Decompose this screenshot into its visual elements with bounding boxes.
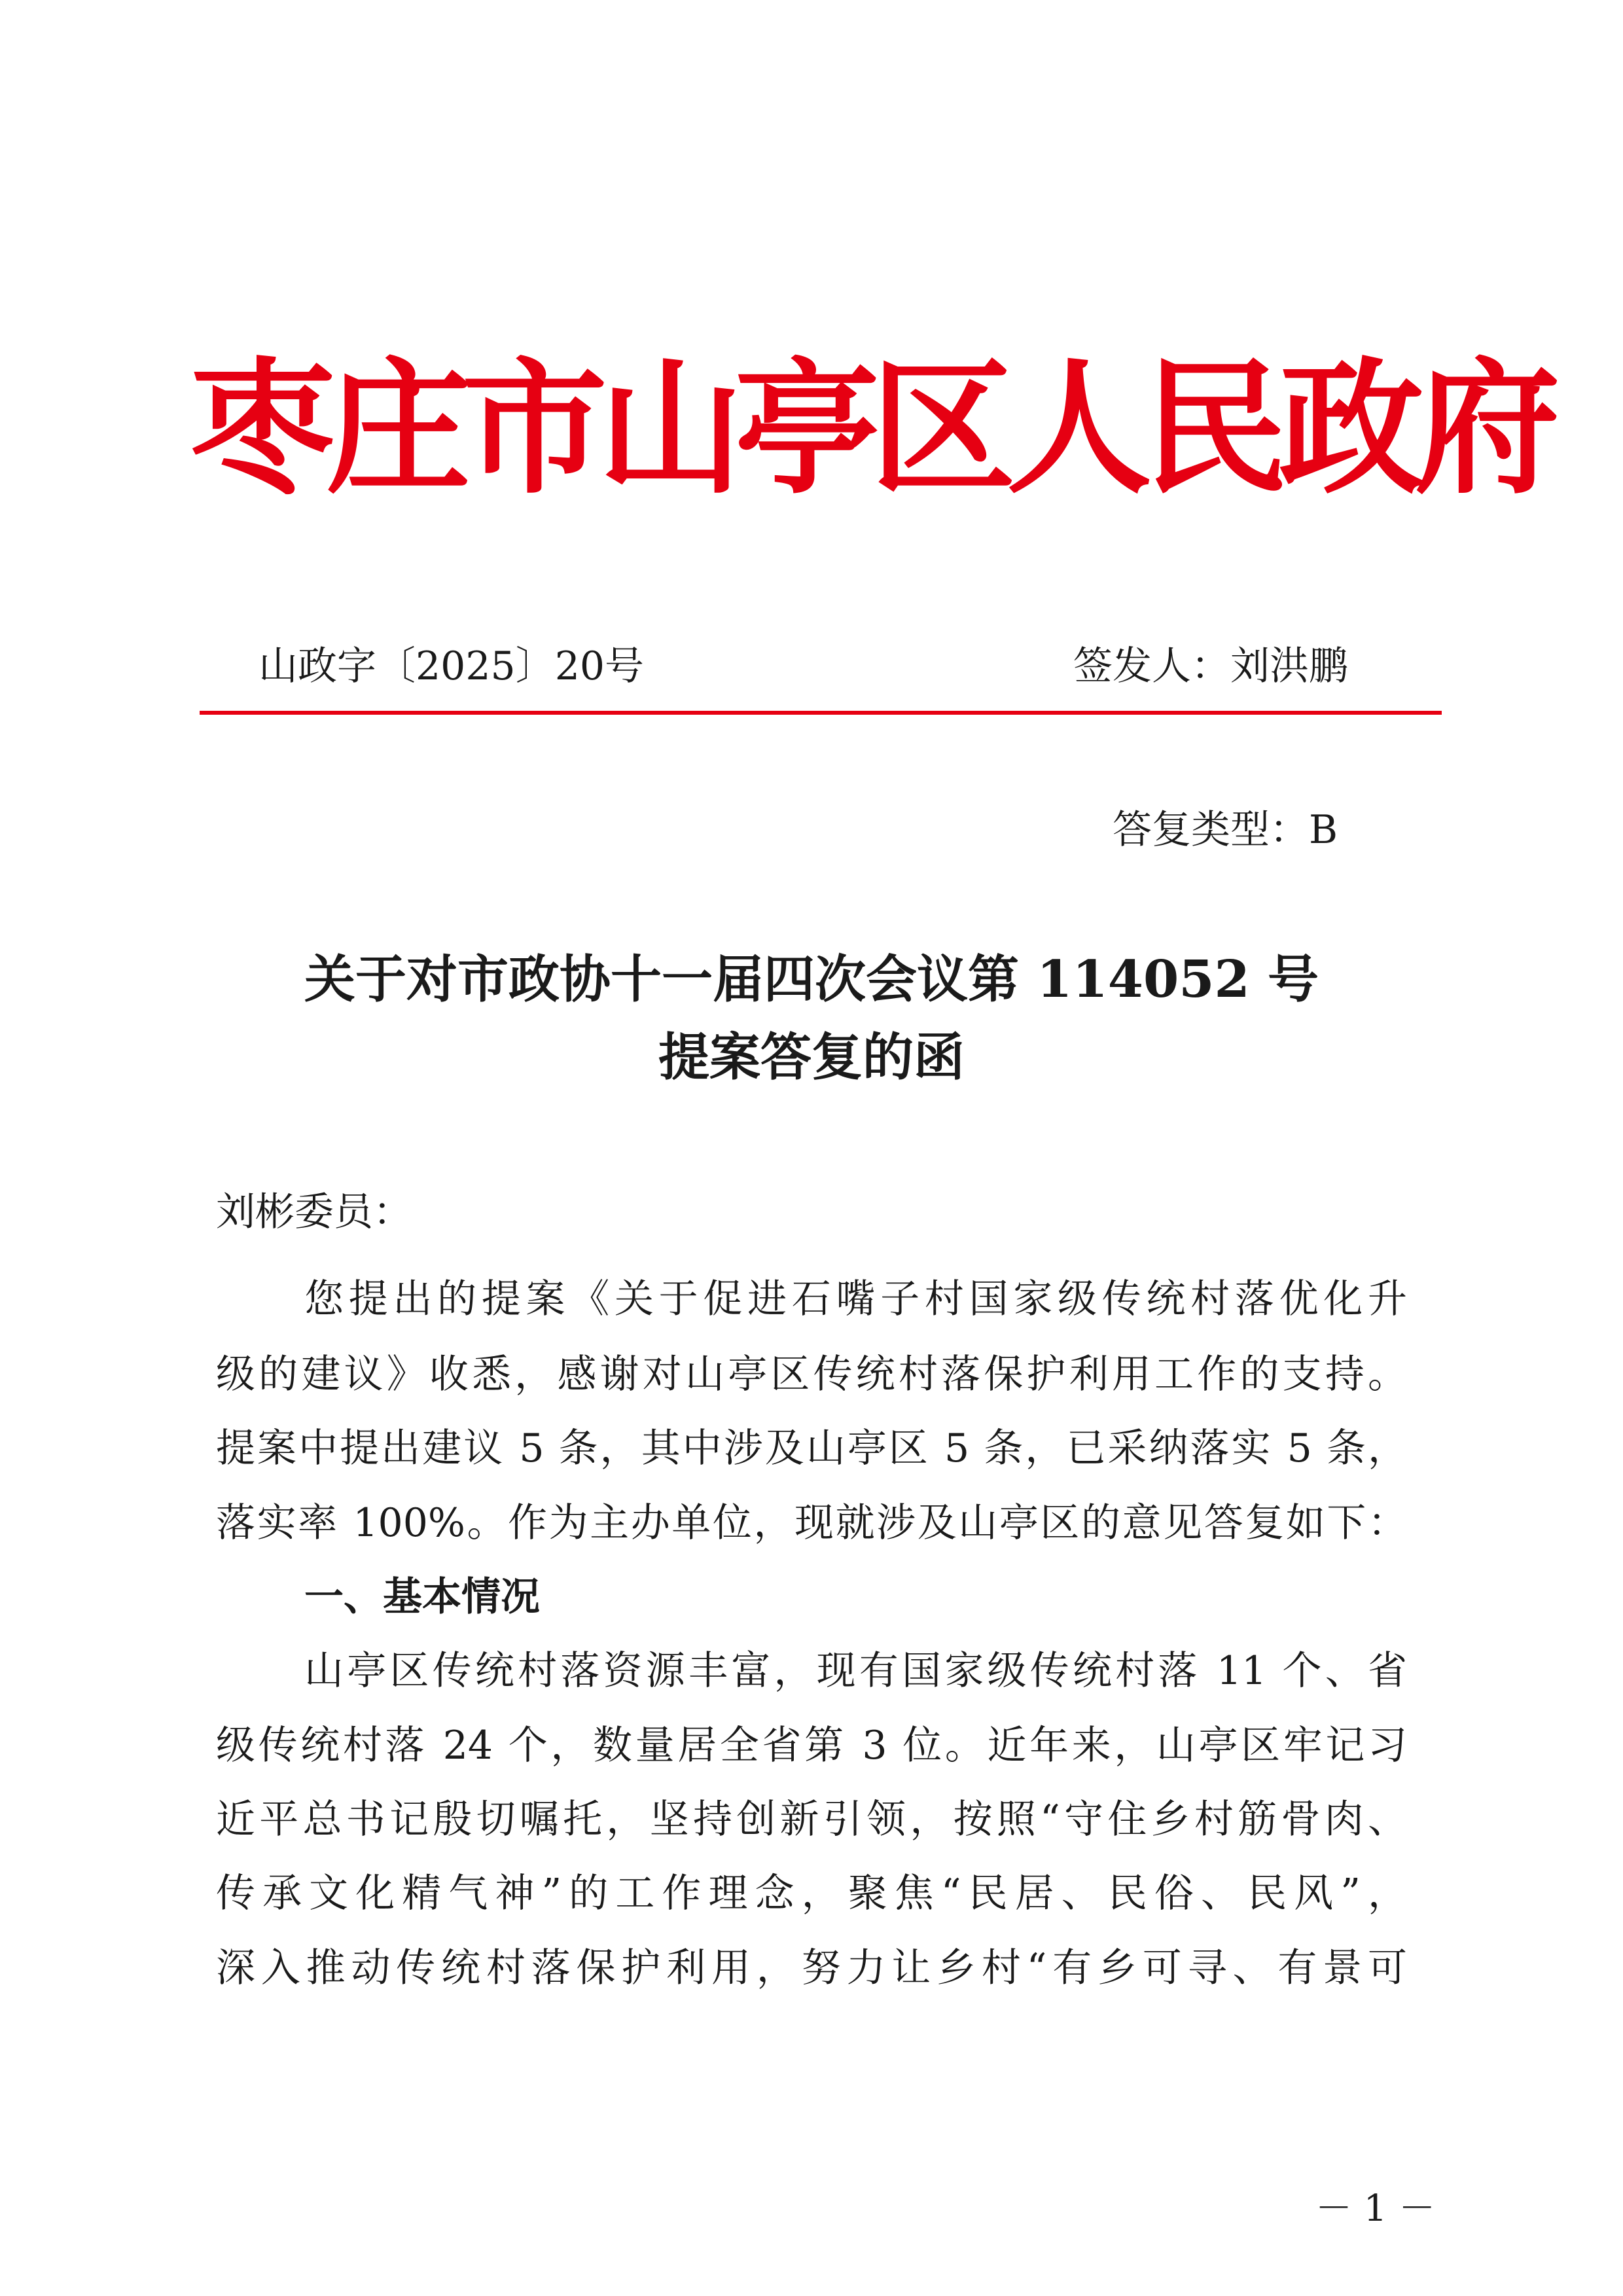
paragraph-2-line: 传承文化精气神”的工作理念，聚焦“民居、民俗、民风”， [216,1871,1407,1916]
masthead-title: 枣庄市山亭区人民政府 [190,344,1551,514]
salutation: 刘彬委员： [216,1189,412,1235]
page-number: － 1 － [1315,2187,1436,2230]
issuer: 签发人：刘洪鹏 [1073,643,1348,689]
paragraph-2-line: 山亭区传统村落资源丰富，现有国家级传统村落 11 个、省 [304,1648,1407,1694]
paragraph-1-line: 级的建议》收悉，感谢对山亭区传统村落保护利用工作的支持。 [216,1352,1407,1397]
section-heading: 一、基本情况 [304,1574,540,1620]
paragraph-2-line: 级传统村落 24 个，数量居全省第 3 位。近年来，山亭区牢记习 [216,1723,1407,1768]
paragraph-1-line: 您提出的提案《关于促进石嘴子村国家级传统村落优化升 [304,1276,1407,1322]
paragraph-1-line: 提案中提出建议 5 条，其中涉及山亭区 5 条，已采纳落实 5 条， [216,1426,1407,1471]
paragraph-2-line: 近平总书记殷切嘱托，坚持创新引领，按照“守住乡村筋骨肉、 [216,1797,1407,1842]
document-title-line-2: 提案答复的函 [658,1028,965,1087]
document-number: 山政字〔2025〕20号 [259,643,645,689]
paragraph-2-line: 深入推动传统村落保护利用，努力让乡村“有乡可寻、有景可 [216,1945,1407,1991]
document-title-line-1: 关于对市政协十一届四次会议第 114052 号 [304,950,1319,1009]
red-divider [200,711,1442,715]
paragraph-1-line: 落实率 100%。作为主办单位，现就涉及山亭区的意见答复如下： [216,1500,1407,1546]
reply-type: 答复类型：B [1113,807,1338,853]
